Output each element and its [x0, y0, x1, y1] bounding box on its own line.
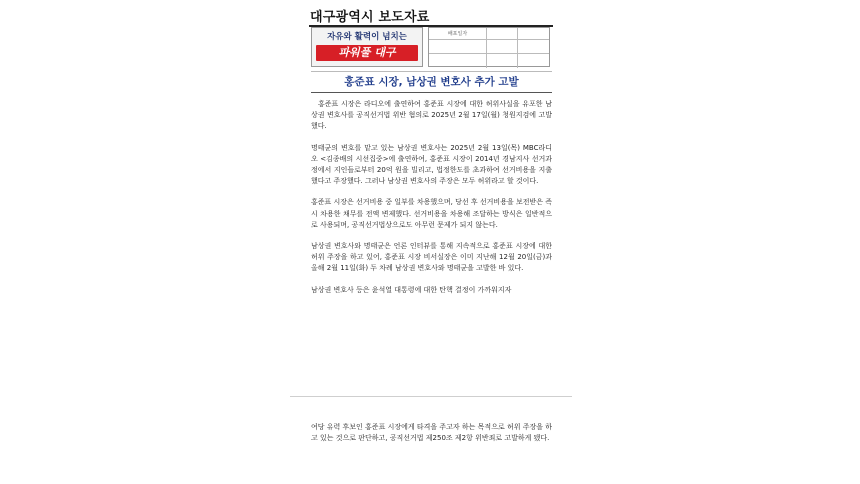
city-slogan-banner	[311, 27, 423, 67]
grid-cell	[487, 40, 518, 54]
grid-cell	[518, 28, 549, 40]
document-body	[311, 99, 552, 306]
body-paragraph: 남상권 변호사 등은 윤석열 대통령에 대한 탄핵 결정이 가까워지자	[311, 285, 512, 294]
continuation-paragraph: 여당 유력 후보인 홍준표 시장에게 타격을 주고자 하는 목적으로 허위 주장을 하고 있는 것으로 판단하고, 공직선거법 제250조 제2항 위반죄로 고발하게 됐다.	[311, 423, 552, 443]
body-paragraph: 홍준표 시장은 선거비용 중 일부를 차용했으며, 당선 후 선거비용을 보전받은 즉시 차용한 채무를 전액 변제했다. 선거비용을 차용해 조달하는 방식은 일반적으로 사용되며, 공직선거법상으로도 아무런 문제가 되지 않는다.	[311, 198, 552, 229]
grid-cell	[487, 54, 518, 68]
header-title: 대구광역시 보도자료	[310, 10, 430, 25]
body-paragraph: 남상권 변호사와 명태균은 언론 인터뷰를 통해 지속적으로 홍준표 시장에 대한 허위 주장을 하고 있어, 홍준표 시장 비서실장은 이미 지난해 12월 20일(금)과 올해 2월 11일(화) 두 차례 남상권 변호사와 명태균을 고발한 바 있다.	[311, 242, 552, 273]
header-divider	[311, 71, 552, 72]
grid-cell	[518, 40, 549, 54]
grid-cell	[429, 40, 487, 54]
banner-slogan-top: 자유와 활력이 넘치는	[327, 32, 407, 42]
grid-cell	[487, 28, 518, 40]
document-title: 홍준표 시장, 남상권 변호사 추가 고발	[344, 76, 519, 88]
body-paragraph: 명태균의 변호를 맡고 있는 남상권 변호사는 2025년 2월 13일(목) MBC라디오 <김종배의 시선집중>에 출연하여, 홍준표 시장이 2014년 경남지사 선거과정에서 지인들로부터 20억 원을 빌리고, 법정한도를 초과하여 선거비용을 지출했다고 주장했다. 그러나 남상권 변호사의 주장은 모두 허위라고 할 것이다.	[311, 143, 552, 186]
release-date-label: 배포일자	[429, 28, 487, 40]
banner-slogan-main: 파워풀 대구	[316, 45, 418, 61]
grid-cell	[518, 54, 549, 68]
grid-cell	[429, 54, 487, 68]
page-break-rule	[290, 396, 572, 397]
release-info-grid	[428, 27, 550, 67]
title-rule	[311, 92, 552, 93]
body-paragraph: 홍준표 시장은 라디오에 출연하여 홍준표 시장에 대한 허위사실을 유포한 남상권 변호사를 공직선거법 위반 혐의로 2025년 2월 17일(월) 청원지검에 고발했다.	[311, 100, 552, 131]
